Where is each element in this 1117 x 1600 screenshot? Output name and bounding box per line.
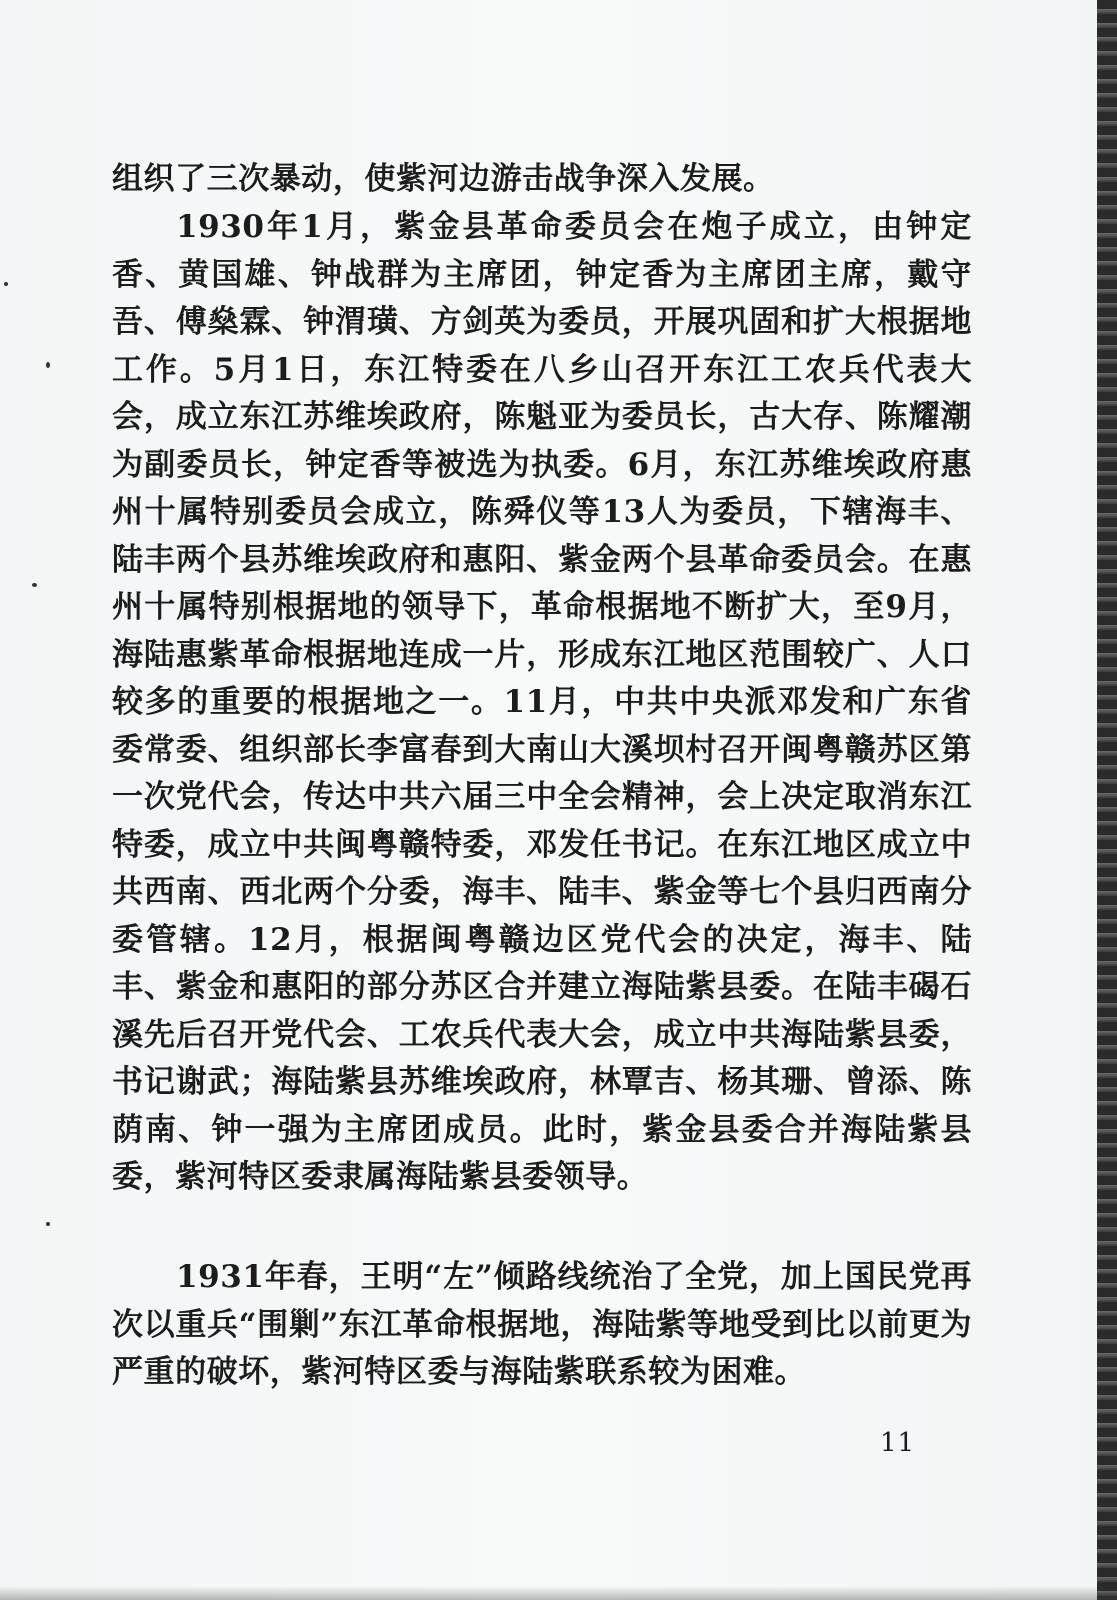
scan-edge-bottom xyxy=(0,1586,1117,1600)
paragraph-continuation: 组织了三次暴动，使紫河边游击战争深入发展。 xyxy=(112,161,775,197)
page-number: 11 xyxy=(880,1428,916,1458)
scan-speck xyxy=(46,362,50,368)
paragraph-1930: 1930年1月，紫金县革命委员会在炮子成立，由钟定香、黄国雄、钟战群为主席团，钟定香为主席团主席，戴守吾、傅燊霖、钟渭璜、方剑英为委员，开展巩固和扩大根据地工作。5月1日，东江特委在八乡山召开东江工农兵代表大会，成立东江苏维埃政府，陈魁亚为委员长，古大存、陈耀潮为副委员长，钟定香等被选为执委。6月，东江苏维埃政府惠州十属特别委员会成立，陈舜仪等13人为委员，下辖海丰、陆丰两个县苏维埃政府和惠阳、紫金两个县革命委员会。在惠州十属特别根据地的领导下，革命根据地不断扩大，至9月，海陆惠紫革命根据地连成一片，形成东江地区范围较广、人口较多的重要的根据地之一。11月，中共中央派邓发和广东省委常委、组织部长李富春到大南山大溪坝村召开闽粤赣苏区第一次党代会，传达中共六届三中全会精神，会上决定取消东江特委，成立中共闽粤赣特委，邓发任书记。在东江地区成立中共西南、西北两个分委，海丰、陆丰、紫金等七个县归西南分委管辖。12月，根据闽粤赣边区党代会的决定，海丰、陆丰、紫金和惠阳的部分苏区合并建立海陆紫县委。在陆丰碣石溪先后召开党代会、工农兵代表大会，成立中共海陆紫县委，书记谢武；海陆紫县苏维埃政府，林覃吉、杨其珊、曾添、陈荫南、钟一强为主席团成员。此时，紫金县委合并海陆紫县委，紫河特区委隶属海陆紫县委领导。 xyxy=(112,209,972,1195)
scan-speck xyxy=(32,583,37,587)
scan-edge-right xyxy=(1097,0,1117,1600)
scan-speck xyxy=(4,282,8,286)
paragraph-1931: 1931年春，王明“左”倾路线统治了全党，加上国民党再次以重兵“围剿”东江革命根据地，海陆紫等地受到比以前更为严重的破坏，紫河特区委与海陆紫联系较为困难。 xyxy=(112,1259,972,1390)
scan-speck xyxy=(46,1222,50,1226)
